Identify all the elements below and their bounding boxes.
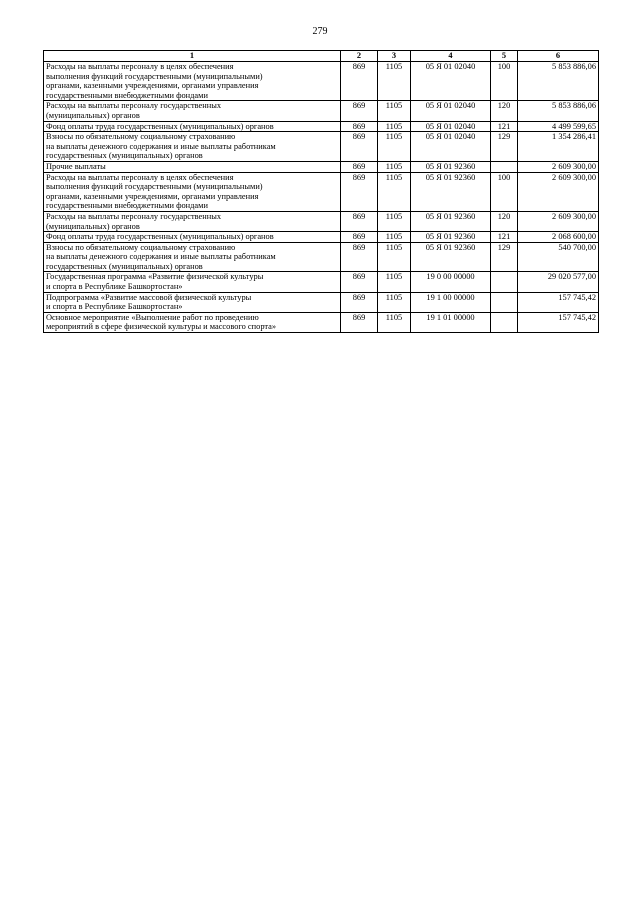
row-code: 869 xyxy=(341,101,378,121)
row-name xyxy=(44,121,341,132)
row-vr: 120 xyxy=(491,101,518,121)
row-csr: 05 Я 01 02040 xyxy=(411,101,491,121)
row-section: 1105 xyxy=(378,211,411,231)
row-csr: 19 1 01 00000 xyxy=(411,312,491,332)
row-section: 1105 xyxy=(378,62,411,101)
header-col-3: 3 xyxy=(378,51,411,62)
header-col-6: 6 xyxy=(518,51,599,62)
row-name xyxy=(44,232,341,243)
row-name-line: Расходы на выплаты персоналу государственных xyxy=(46,211,222,221)
row-code: 869 xyxy=(341,172,378,211)
row-code: 869 xyxy=(341,272,378,292)
row-section: 1105 xyxy=(378,132,411,162)
row-sum: 540 700,00 xyxy=(518,242,599,272)
row-section: 1105 xyxy=(378,232,411,243)
row-name-line: Расходы на выплаты персоналу в целях обеспечения xyxy=(46,62,234,71)
row-name xyxy=(44,101,341,121)
row-name xyxy=(44,172,341,211)
row-name-line: Подпрограмма «Развитие массовой физической культуры xyxy=(46,292,252,302)
table-row xyxy=(44,62,599,101)
table-header-row xyxy=(44,51,599,62)
table-row xyxy=(44,211,599,231)
row-csr: 05 Я 01 92360 xyxy=(411,172,491,211)
row-vr: 120 xyxy=(491,211,518,231)
row-sum: 4 499 599,65 xyxy=(518,121,599,132)
row-code: 869 xyxy=(341,242,378,272)
row-vr: 121 xyxy=(491,121,518,132)
row-name xyxy=(44,242,341,272)
row-code: 869 xyxy=(341,292,378,312)
row-vr xyxy=(491,272,518,292)
row-csr: 05 Я 01 92360 xyxy=(411,161,491,172)
row-csr: 05 Я 01 92360 xyxy=(411,211,491,231)
row-name-line: Основное мероприятие «Выполнение работ по проведению xyxy=(46,312,259,322)
row-name-line: и спорта в Республике Башкортостан» xyxy=(46,282,183,292)
row-section: 1105 xyxy=(378,312,411,332)
row-vr xyxy=(491,161,518,172)
row-name-line: Фонд оплаты труда государственных (муниципальных) органов xyxy=(46,121,274,131)
row-code: 869 xyxy=(341,232,378,243)
table-row xyxy=(44,242,599,272)
row-name xyxy=(44,161,341,172)
row-sum: 157 745,42 xyxy=(518,292,599,312)
row-code: 869 xyxy=(341,312,378,332)
table-row xyxy=(44,232,599,243)
row-name-line: Фонд оплаты труда государственных (муниципальных) органов xyxy=(46,232,274,242)
row-name-line: государственными внебюджетными фондами xyxy=(46,201,208,211)
table-row xyxy=(44,272,599,292)
row-section: 1105 xyxy=(378,121,411,132)
row-csr: 05 Я 01 02040 xyxy=(411,121,491,132)
row-name-line: и спорта в Республике Башкортостан» xyxy=(46,302,183,312)
row-name-line: выполнения функций государственными (муниципальными) xyxy=(46,71,263,81)
header-col-4: 4 xyxy=(411,51,491,62)
row-name-line: Расходы на выплаты персоналу в целях обеспечения xyxy=(46,172,234,182)
row-sum: 2 609 300,00 xyxy=(518,161,599,172)
row-section: 1105 xyxy=(378,242,411,272)
row-csr: 05 Я 01 92360 xyxy=(411,232,491,243)
row-sum: 1 354 286,41 xyxy=(518,132,599,162)
table-row xyxy=(44,312,599,332)
row-section: 1105 xyxy=(378,101,411,121)
row-name-line: органами, казенными учреждениями, органами управления xyxy=(46,81,259,91)
row-code: 869 xyxy=(341,161,378,172)
row-name-line: Взносы по обязательному социальному страхованию xyxy=(46,132,236,142)
row-name xyxy=(44,312,341,332)
row-csr: 05 Я 01 02040 xyxy=(411,132,491,162)
row-name-line: (муниципальных) органов xyxy=(46,110,140,120)
row-section: 1105 xyxy=(378,292,411,312)
row-name-line: Расходы на выплаты персоналу государственных xyxy=(46,101,222,111)
row-csr: 05 Я 01 92360 xyxy=(411,242,491,272)
table-row xyxy=(44,161,599,172)
table-row xyxy=(44,292,599,312)
row-vr: 129 xyxy=(491,242,518,272)
row-vr: 100 xyxy=(491,172,518,211)
row-vr: 100 xyxy=(491,62,518,101)
row-code: 869 xyxy=(341,62,378,101)
row-sum: 5 853 886,06 xyxy=(518,62,599,101)
row-sum: 2 609 300,00 xyxy=(518,211,599,231)
row-name-line: (муниципальных) органов xyxy=(46,221,140,231)
row-vr: 121 xyxy=(491,232,518,243)
row-sum: 29 020 577,00 xyxy=(518,272,599,292)
row-vr xyxy=(491,292,518,312)
table-body xyxy=(44,62,599,333)
row-code: 869 xyxy=(341,132,378,162)
row-sum: 5 853 886,06 xyxy=(518,101,599,121)
row-name-line: государственными внебюджетными фондами xyxy=(46,90,208,100)
row-name-line: мероприятий в сфере физической культуры и массового спорта» xyxy=(46,322,277,332)
row-sum: 2 068 600,00 xyxy=(518,232,599,243)
row-csr: 05 Я 01 02040 xyxy=(411,62,491,101)
header-col-2: 2 xyxy=(341,51,378,62)
row-csr: 19 1 00 00000 xyxy=(411,292,491,312)
row-name xyxy=(44,62,341,101)
row-sum: 157 745,42 xyxy=(518,312,599,332)
row-name-line: на выплаты денежного содержания и иные выплаты работникам xyxy=(46,252,276,262)
row-name xyxy=(44,292,341,312)
row-name-line: государственных (муниципальных) органов xyxy=(46,151,203,161)
header-col-1: 1 xyxy=(44,51,341,62)
row-name-line: Прочие выплаты xyxy=(46,161,106,171)
table-row xyxy=(44,172,599,211)
page-number: 279 xyxy=(312,26,328,37)
table-row xyxy=(44,132,599,162)
row-name-line: на выплаты денежного содержания и иные выплаты работникам xyxy=(46,141,276,151)
row-name-line: государственных (муниципальных) органов xyxy=(46,261,203,271)
budget-table xyxy=(43,50,599,333)
table-row xyxy=(44,121,599,132)
row-code: 869 xyxy=(341,121,378,132)
row-vr xyxy=(491,312,518,332)
header-col-5: 5 xyxy=(491,51,518,62)
row-csr: 19 0 00 00000 xyxy=(411,272,491,292)
row-section: 1105 xyxy=(378,161,411,172)
row-name xyxy=(44,272,341,292)
row-name-line: выполнения функций государственными (муниципальными) xyxy=(46,182,263,192)
row-code: 869 xyxy=(341,211,378,231)
row-section: 1105 xyxy=(378,272,411,292)
row-name xyxy=(44,132,341,162)
row-name xyxy=(44,211,341,231)
row-sum: 2 609 300,00 xyxy=(518,172,599,211)
row-section: 1105 xyxy=(378,172,411,211)
row-name-line: Взносы по обязательному социальному страхованию xyxy=(46,242,236,252)
row-vr: 129 xyxy=(491,132,518,162)
row-name-line: Государственная программа «Развитие физической культуры xyxy=(46,272,264,282)
table-row xyxy=(44,101,599,121)
row-name-line: органами, казенными учреждениями, органами управления xyxy=(46,191,259,201)
